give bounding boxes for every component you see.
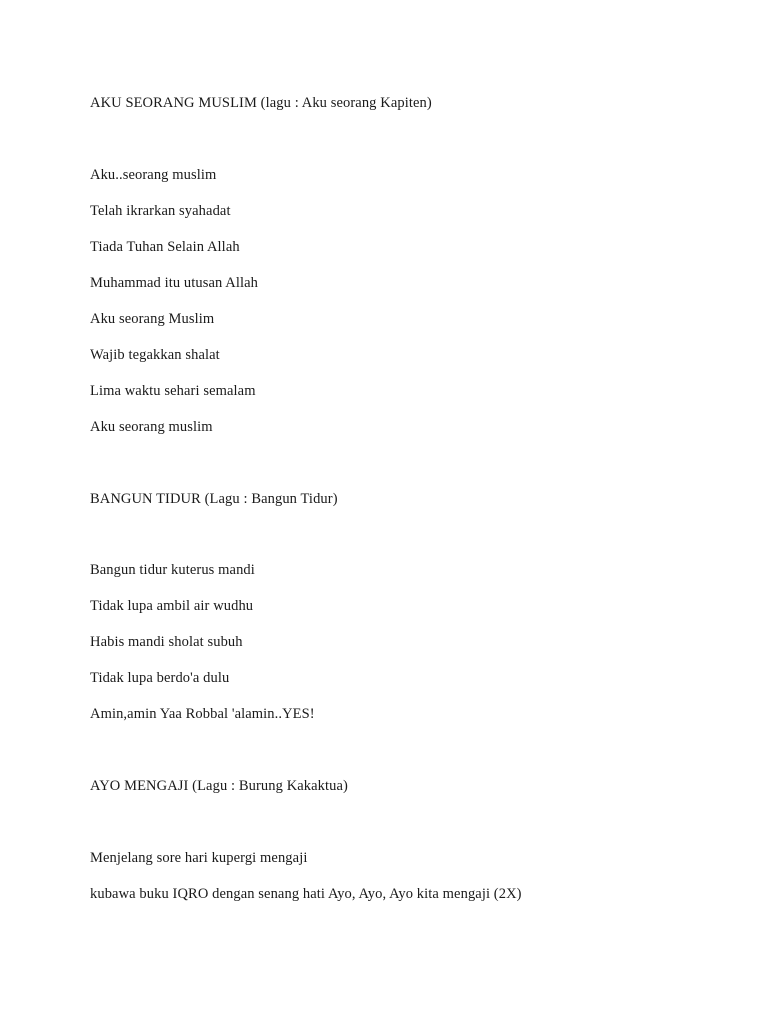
lyric-line: Lima waktu sehari semalam (90, 383, 256, 399)
song-title: BANGUN TIDUR (Lagu : Bangun Tidur) (90, 491, 338, 507)
song-title: AYO MENGAJI (Lagu : Burung Kakaktua) (90, 778, 348, 794)
lyric-line: Tidak lupa ambil air wudhu (90, 598, 254, 614)
lyric-line: Aku..seorang muslim (90, 167, 217, 183)
lyric-line: Aku seorang Muslim (90, 311, 215, 327)
lyric-line: Telah ikrarkan syahadat (90, 203, 231, 219)
lyric-line: Bangun tidur kuterus mandi (90, 562, 255, 578)
lyric-line: kubawa buku IQRO dengan senang hati Ayo, Ayo, Ayo kita mengaji (2X) (90, 886, 522, 902)
lyric-line: Muhammad itu utusan Allah (90, 275, 259, 291)
lyric-line: Amin,amin Yaa Robbal 'alamin..YES! (90, 706, 315, 722)
lyric-line: Tiada Tuhan Selain Allah (90, 239, 240, 255)
lyric-line: Aku seorang muslim (90, 419, 213, 435)
lyric-line: Wajib tegakkan shalat (90, 347, 220, 363)
lyric-line: Tidak lupa berdo'a dulu (90, 670, 230, 686)
song-title: AKU SEORANG MUSLIM (lagu : Aku seorang Kapiten) (90, 95, 432, 111)
lyric-line: Menjelang sore hari kupergi mengaji (90, 850, 308, 866)
lyric-line: Habis mandi sholat subuh (90, 634, 243, 650)
